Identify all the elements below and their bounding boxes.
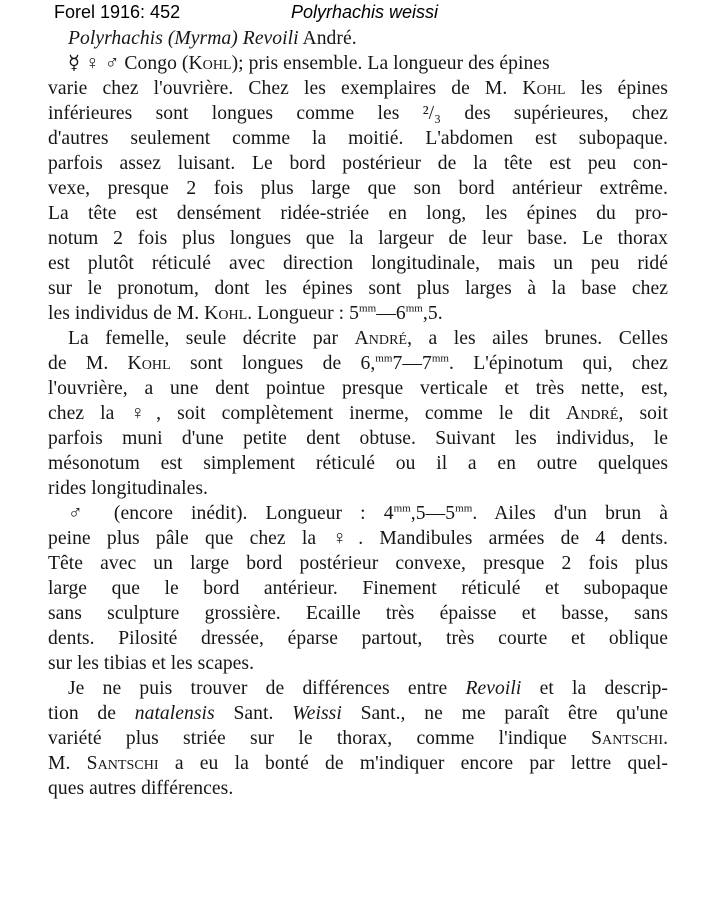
text-line: mésonotum est simplement réticulé ou il a en outre quelques (48, 453, 668, 474)
text-line: ques autres différences. (48, 778, 234, 799)
text-line: large que le bord antérieur. Finement réticulé et subopaque (48, 578, 668, 599)
text-line: chez la ♀, soit complètement inerme, comme le dit André, soit (48, 403, 668, 424)
text-line: dents. Pilosité dressée, éparse partout, très courte et oblique (48, 628, 668, 649)
text-line: de M. Kohl sont longues de $6,^{mm}7—7^{mm}$. L'épinotum qui, chez (48, 352, 668, 374)
text-line: La tête est densément ridée-striée en long, les épines du pro- (48, 203, 668, 224)
text-line: ☿ ♀ ♂ Congo (Kohl); pris ensemble. La longueur des épines (68, 53, 550, 74)
taxon-heading: Polyrhachis (Myrma) Revoili André. (68, 28, 357, 49)
text-line: sur le pronotum, dont les épines sont plus larges à la base chez (48, 278, 668, 299)
text-line: varie chez l'ouvrière. Chez les exemplaires de M. Kohl les épines (48, 78, 668, 99)
text-line: les individus de M. Kohl. Longueur : $5^{mm}—6^{mm},5$. (48, 302, 443, 324)
text-line: M. Santschi a eu la bonté de m'indiquer encore par lettre quel- (48, 753, 668, 774)
text-line: La femelle, seule décrite par André, a les ailes brunes. Celles (68, 328, 668, 349)
text-line: rides longitudinales. (48, 478, 208, 499)
text-line: Je ne puis trouver de différences entre Revoili et la descrip- (68, 678, 668, 699)
text-line: vexe, presque 2 fois plus large que son bord antérieur extrême. (48, 178, 668, 199)
text-line: variété plus striée sur le thorax, comme l'indique Santschi. (48, 728, 668, 749)
text-line: ♂ (encore inédit). Longueur : $4^{mm},5—5^{mm}$. Ailes d'un brun à (68, 502, 668, 524)
text-line: tion de natalensis Sant. Weissi Sant., ne me paraît être qu'une (48, 703, 668, 724)
text-line: est plutôt réticulé avec direction longitudinale, mais un peu ridé (48, 253, 668, 274)
text-line: peine plus pâle que chez la ♀. Mandibules armées de 4 dents. (48, 528, 668, 549)
text-line: sur les tibias et les scapes. (48, 653, 255, 674)
page-body (48, 26, 668, 801)
text-line: notum 2 fois plus longues que la largeur de leur base. Le thorax (48, 228, 668, 249)
text-line: Tête avec un large bord postérieur convexe, presque 2 fois plus (48, 553, 668, 574)
text-line: sans sculpture grossière. Ecaille très épaisse et basse, sans (48, 603, 668, 624)
text-line: inférieures sont longues comme les ²/₃ des supérieures, chez (48, 103, 668, 124)
citation-label: Forel 1916: 452 (54, 2, 181, 22)
text-line: d'autres seulement comme la moitié. L'abdomen est subopaque. (48, 128, 668, 149)
text-line: parfois muni d'une petite dent obtuse. Suivant les individus, le (48, 428, 668, 449)
text-line: parfois assez luisant. Le bord postérieur de la tête est peu con- (48, 153, 668, 174)
species-label: Polyrhachis weissi (291, 2, 439, 22)
text-line: l'ouvrière, a une dent pointue presque verticale et très nette, est, (48, 378, 668, 399)
